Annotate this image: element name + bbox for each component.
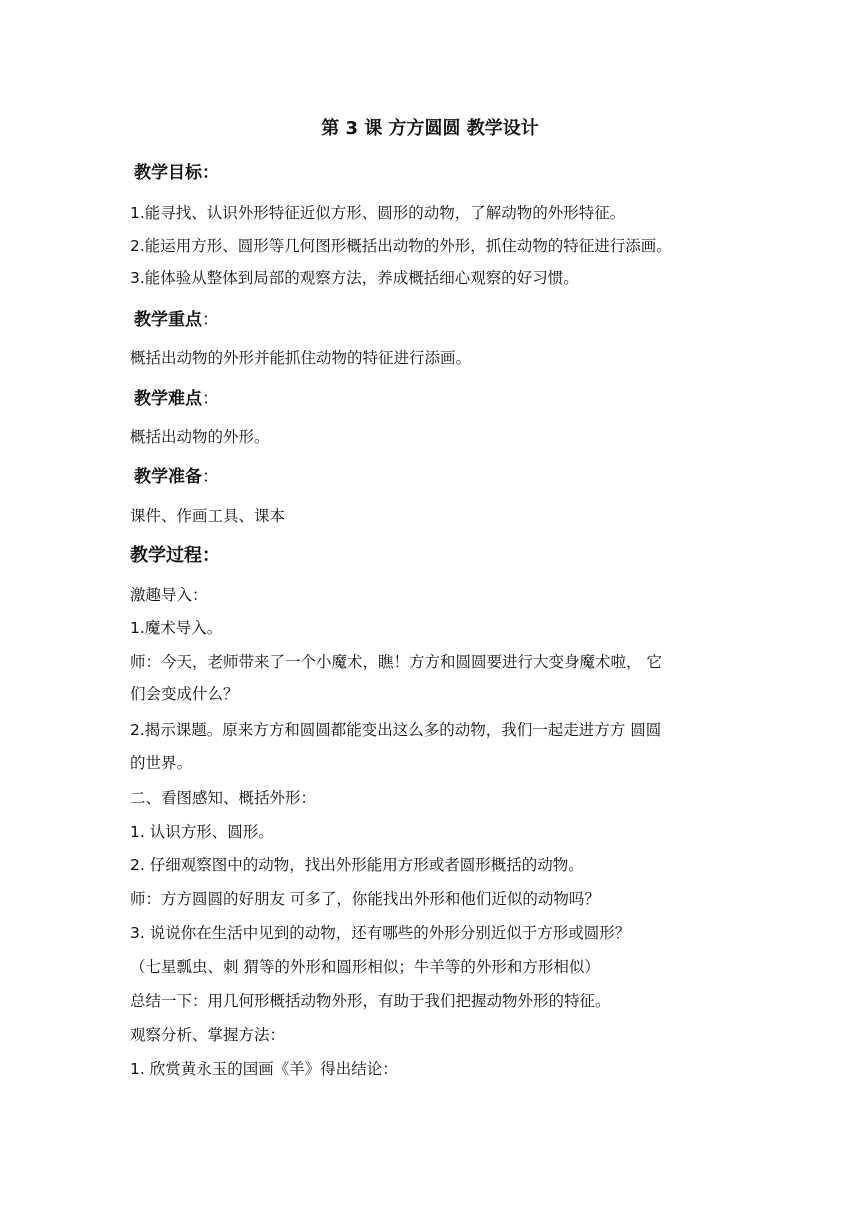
goal-item-2: 2.能运用方形、圆形等几何图形概括出动物的外形，抓住动物的特征进行添画。: [130, 237, 672, 255]
process-line: 们会变成什么？: [130, 685, 239, 703]
process-line: 3. 说说你在生活中见到的动物，还有哪些的外形分别近似于方形或圆形？: [130, 924, 631, 942]
key-points-heading-text: 教学重点: [134, 310, 202, 330]
process-line: 二、看图感知、概括外形：: [130, 789, 317, 807]
process-line: 师：方方圆圆的好朋友 可多了，你能找出外形和他们近似的动物吗？: [130, 890, 600, 908]
process-line: 总结一下：用几何形概括动物外形，有助于我们把握动物外形的特征。: [130, 992, 611, 1010]
process-line: 的世界。: [130, 754, 193, 772]
process-line: 2.揭示课题。原来方方和圆圆都能变出这么多的动物，我们一起走进方方 圆圆: [130, 721, 662, 739]
preparation-text: 课件、作画工具、课本: [130, 507, 286, 525]
process-line: 2. 仔细观察图中的动物，找出外形能用方形或者圆形概括的动物。: [130, 856, 584, 874]
difficulties-colon: ：: [202, 389, 219, 409]
process-line: 激趣导入：: [130, 586, 208, 604]
process-heading: 教学过程：: [130, 545, 220, 566]
key-points-heading: [134, 309, 219, 331]
goal-item-3: 3.能体验从整体到局部的观察方法，养成概括细心观察的好习惯。: [130, 269, 579, 287]
preparation-heading-text: 教学准备: [134, 467, 202, 487]
process-line: 1. 欣赏黄永玉的国画《羊》得出结论：: [130, 1060, 398, 1078]
process-line: （七星瓢虫、刺 猬等的外形和圆形相似；牛羊等的外形和方形相似）: [130, 958, 600, 976]
preparation-heading: [134, 466, 219, 488]
key-points-colon: ：: [202, 310, 219, 330]
process-line: 观察分析、掌握方法：: [130, 1026, 286, 1044]
process-line: 1. 认识方形、圆形。: [130, 823, 274, 841]
goal-item-1: 1.能寻找、认识外形特征近似方形、圆形的动物，了解动物的外形特征。: [130, 204, 626, 222]
process-line: 1.魔术导入。: [130, 619, 223, 637]
key-points-text: 概括出动物的外形并能抓住动物的特征进行添画。: [130, 349, 472, 367]
preparation-colon: ：: [202, 467, 219, 487]
difficulties-text: 概括出动物的外形。: [130, 428, 270, 446]
difficulties-heading: [134, 388, 219, 410]
document-title: 第 3 课 方方圆圆 教学设计: [321, 118, 539, 139]
process-line: 师：今天，老师带来了一个小魔术，瞧！方方和圆圆要进行大变身魔术啦， 它: [130, 653, 662, 671]
difficulties-heading-text: 教学难点: [134, 389, 202, 409]
goals-heading: 教学目标：: [134, 163, 219, 183]
